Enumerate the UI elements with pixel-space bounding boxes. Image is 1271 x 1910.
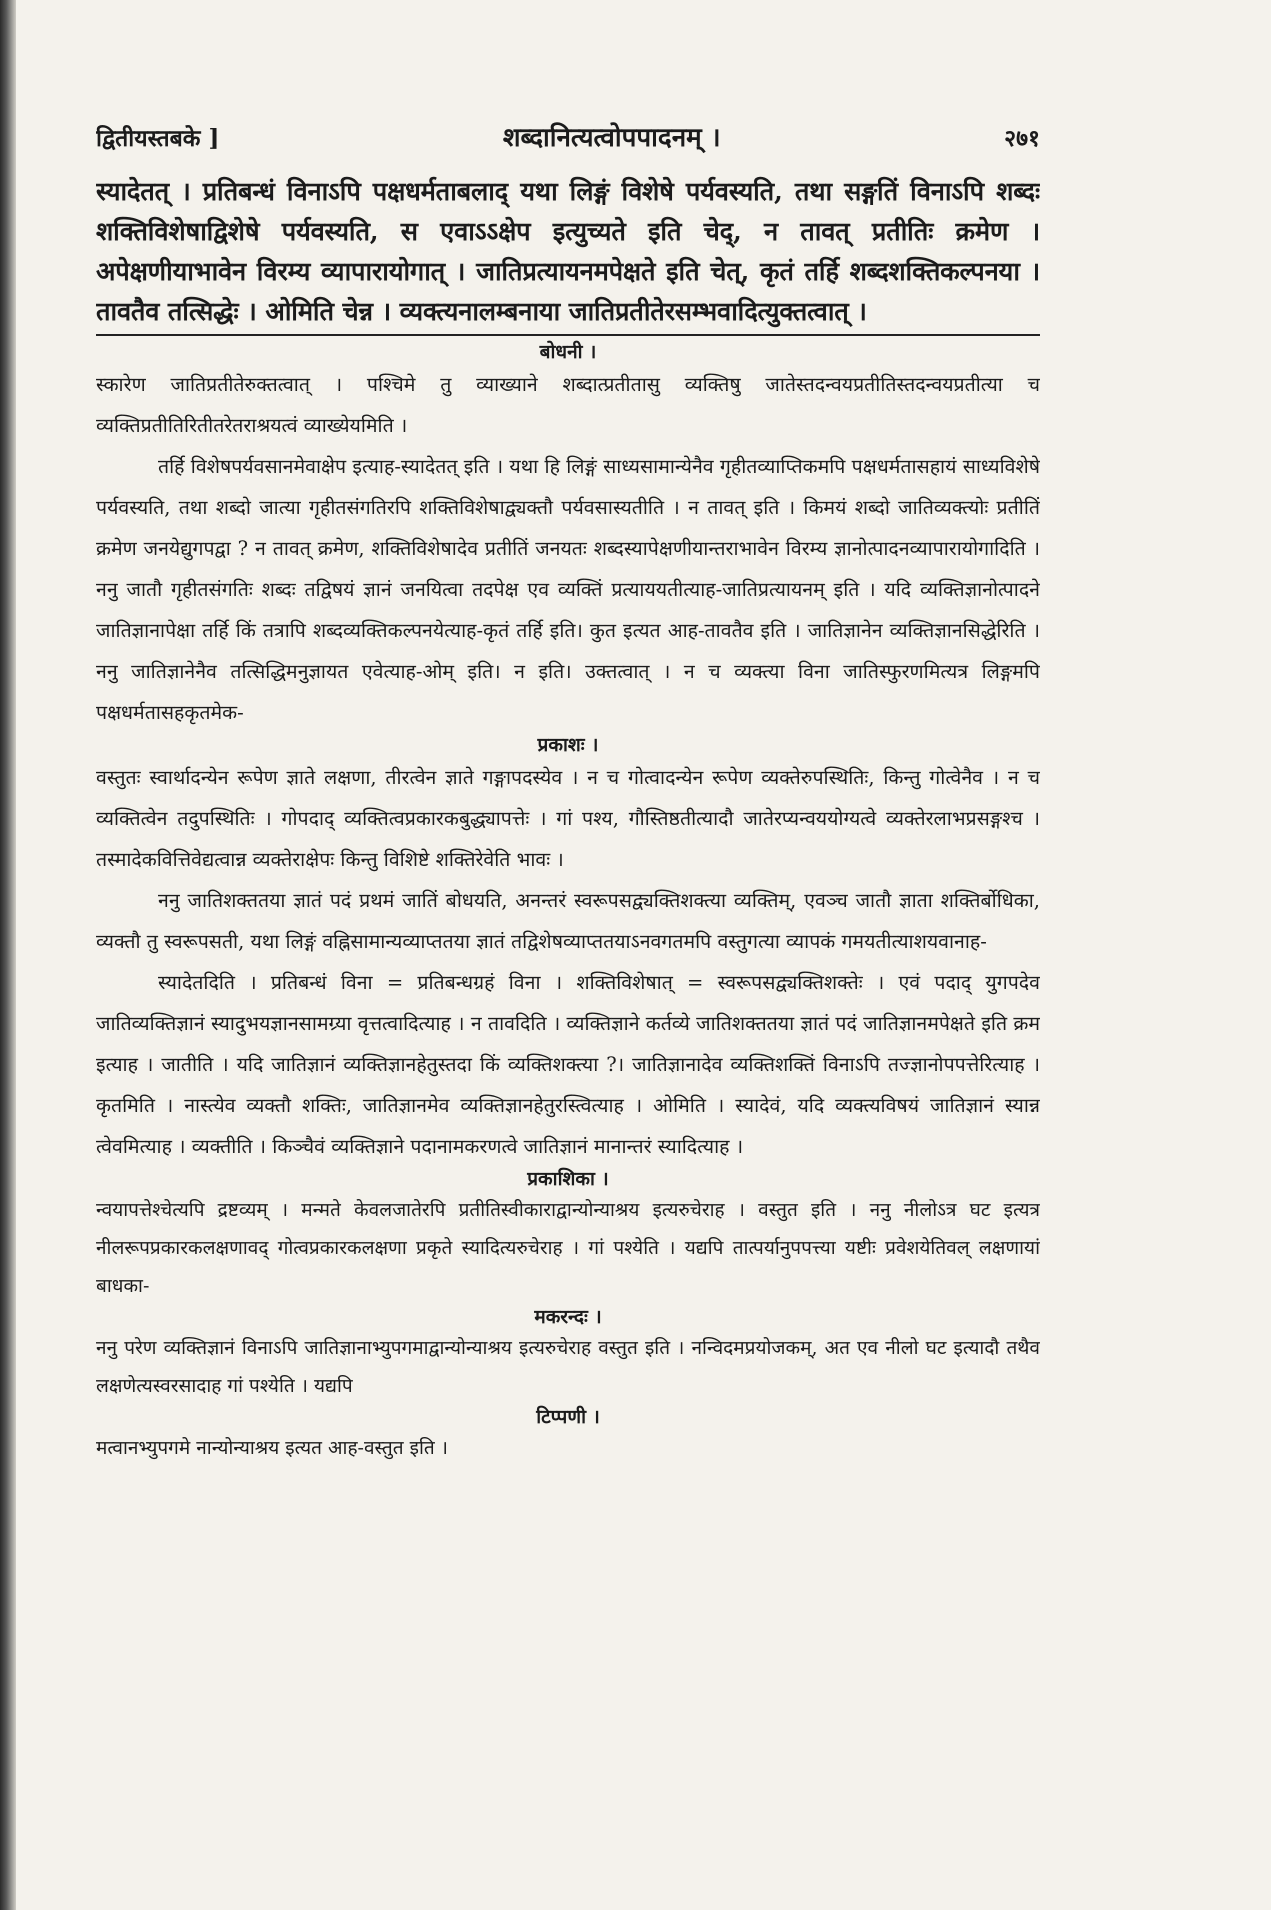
chapter-label: द्वितीयस्तबके ] (96, 125, 220, 152)
prakasha-heading: प्रकाशः । (537, 734, 599, 756)
makaranda-heading: मकरन्दः । (534, 1306, 602, 1328)
prakasha-paragraph: वस्तुतः स्वार्थादन्येन रूपेण ज्ञाते लक्षणा, तीरत्वेन ज्ञाते गङ्गापदस्येव । न च गोत्वादन्येन रूपेण व्यक्तेरुपस्थितिः, किन्तु गोत्वेनैव । न च व्यक्तित्वेन तदुपस्थितिः । गोपदाद् व्यक्तित्वप्रकारकबुद्ध्यापत्तेः । गां पश्य, गौस्तिष्ठतीत्यादौ जातेरप्यन्वययोग्यत्वे व्यक्तेरलाभप्रसङ्गश्च । तस्मादेकवित्तिवेद्यत्वान्न व्यक्तेराक्षेपः किन्तु विशिष्टे शक्तिरेवेति भावः । (96, 766, 1040, 871)
prakasha-paragraph: स्यादेतदिति । प्रतिबन्धं विना = प्रतिबन्धग्रहं विना । शक्तिविशेषात् = स्वरूपसद्व्यक्तिशक्तेः । एवं पदाद् युगपदेव जातिव्यक्तिज्ञानं स्यादुभयज्ञानसामग्र्या वृत्तत्वादित्याह । न तावदिति । व्यक्तिज्ञाने कर्तव्ये जातिशक्ततया ज्ञातं पदं जातिज्ञानमपेक्षते इति क्रम इत्याह । जातीति । यदि जातिज्ञानं व्यक्तिज्ञानहेतुस्तदा किं व्यक्तिशक्त्या ?। जातिज्ञानादेव व्यक्तिशक्तिं विनाऽपि तज्ज्ञानोपपत्तेरित्याह । कृतमिति । नास्त्येव व्यक्तौ शक्तिः, जातिज्ञानमेव व्यक्तिज्ञानहेतुरस्त्वित्याह । ओमिति । स्यादेवं, यदि व्यक्त्यविषयं जातिज्ञानं स्यान्न त्वेवमित्याह । व्यक्तीति । किञ्चैवं व्यक्तिज्ञाने पदानामकरणत्वे जातिज्ञानं मानान्तरं स्यादित्याह । (96, 971, 1040, 1158)
bodhani-commentary (96, 364, 1040, 733)
prakashika-commentary: न्वयापत्तेश्चेत्यपि द्रष्टव्यम् । मन्मते केवलजातेरपि प्रतीतिस्वीकाराद्वान्योन्याश्रय इत्यरुचेराह । वस्तुत इति । ननु नीलोऽत्र घट इत्यत्र नीलरूपप्रकारकलक्षणावद् गोत्वप्रकारकलक्षणा प्रकृते स्यादित्यरुचेराह । गां पश्येति । यद्यपि तात्पर्यानुपपत्त्या यष्टीः प्रवेशयेतिवल् लक्षणायां बाधका- (96, 1199, 1040, 1297)
page-title: शब्दानित्यत्वोपपादनम् । (502, 123, 721, 153)
prakashika-heading: प्रकाशिका । (527, 1168, 609, 1190)
prakasha-commentary (96, 757, 1040, 1167)
bodhani-paragraph: तर्हि विशेषपर्यवसानमेवाक्षेप इत्याह-स्यादेतत् इति । यथा हि लिङ्गं साध्यसामान्येनैव गृहीतव्याप्तिकमपि पक्षधर्मतासहायं साध्यविशेषे पर्यवस्यति, तथा शब्दो जात्या गृहीतसंगतिरपि शक्तिविशेषाद्व्यक्तौ पर्यवसास्यतीति । न तावत् इति । किमयं शब्दो जातिव्यक्त्योः प्रतीतिं क्रमेण जनयेद्युगपद्वा ? न तावत् क्रमेण, शक्तिविशेषादेव प्रतीतिं जनयतः शब्दस्यापेक्षणीयान्तराभावेन विरम्य ज्ञानोत्पादनव्यापारायोगादिति । ननु जातौ गृहीतसंगतिः शब्दः तद्विषयं ज्ञानं जनयित्वा तदपेक्ष एव व्यक्तिं प्रत्याययतीत्याह-जातिप्रत्यायनम् इति । यदि व्यक्तिज्ञानोत्पादने जातिज्ञानापेक्षा तर्हि किं तत्रापि शब्दव्यक्तिकल्पनयेत्याह-कृतं तर्हि इति। कुत इत्यत आह-तावतैव इति । जातिज्ञानेन व्यक्तिज्ञानसिद्धेरिति । ननु जातिज्ञानेनैव तत्सिद्धिमनुज्ञायत एवेत्याह-ओम् इति। न इति। उक्तत्वात् । न च व्यक्त्या विना जातिस्फुरणमित्यत्र लिङ्गमपि पक्षधर्मतासहकृतमेक- (96, 455, 1040, 724)
makaranda-commentary: ननु परेण व्यक्तिज्ञानं विनाऽपि जातिज्ञानाभ्युपगमाद्वान्योन्याश्रय इत्यरुचेराह वस्तुत इति । नन्विदमप्रयोजकम्, अत एव नीलो घट इत्यादौ तथैव लक्षणेत्यस्वरसादाह गां पश्येति । यद्यपि (96, 1337, 1040, 1397)
page-number: २७१ (1004, 125, 1040, 152)
prakasha-paragraph: ननु जातिशक्ततया ज्ञातं पदं प्रथमं जातिं बोधयति, अनन्तरं स्वरूपसद्व्यक्तिशक्त्या व्यक्तिम्, एवञ्च जातौ ज्ञाता शक्तिर्बोधिका, व्यक्तौ तु स्वरूपसती, यथा लिङ्गं वह्निसामान्यव्याप्ततया ज्ञातं तद्विशेषव्याप्ततयाऽनवगतमपि वस्तुगत्या व्यापकं गमयतीत्याशयवानाह- (96, 889, 1040, 953)
running-header (96, 118, 1040, 158)
book-binding-edge (0, 0, 16, 1910)
main-verse-text: स्यादेतत् । प्रतिबन्धं विनाऽपि पक्षधर्मताबलाद् यथा लिङ्गं विशेषे पर्यवस्यति, तथा सङ्गतिं विनाऽपि शब्दः शक्तिविशेषाद्विशेषे पर्यवस्यति, स एवाऽऽक्षेप इत्युच्यते इति चेद्, न तावत् प्रतीतिः क्रमेण । अपेक्षणीयाभावेन विरम्य व्यापारायोगात् । जातिप्रत्यायनमपेक्षते इति चेत्, कृतं तर्हि शब्दशक्तिकल्पनया । तावतैव तत्सिद्धेः । ओमिति चेन्न । व्यक्त्यनालम्बनाया जातिप्रतीतेरसम्भवादित्युक्तत्वात् । (96, 177, 1040, 327)
verse-divider (96, 334, 1040, 336)
tippani-commentary: मत्वानभ्युपगमे नान्योन्याश्रय इत्यत आह-वस्तुत इति । (96, 1437, 448, 1459)
bodhani-paragraph: स्कारेण जातिप्रतीतेरुक्तत्वात् । पश्चिमे तु व्याख्याने शब्दात्प्रतीतासु व्यक्तिषु जातेस्तदन्वयप्रतीतिस्तदन्वयप्रतीत्या च व्यक्तिप्रतीतिरितीतरेतराश्रयत्वं व्याख्येयमिति । (96, 373, 1040, 437)
book-page (96, 118, 1040, 1818)
tippani-heading: टिप्पणी । (536, 1406, 600, 1428)
bodhani-heading: बोधनी । (539, 341, 597, 363)
